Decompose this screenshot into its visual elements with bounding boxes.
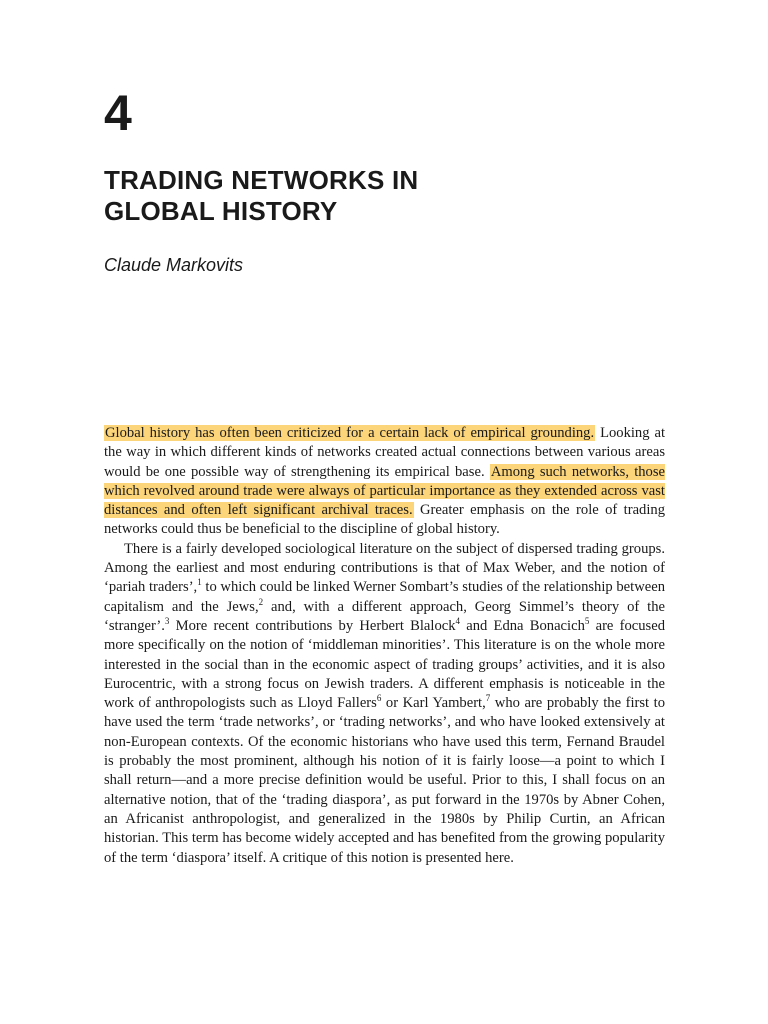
paragraph-2-text: who are probably the first to have used the term ‘trade networks’, or ‘trading networks’, and who have looked extensively at non-European contexts. Of the economic historians who have used this term, Fernand Braudel is probably the most prominent, although his notion of it is fairly loose—a point to which I shall return—and a more precise definition would be useful. Prior to this, I shall focus on an alternative notion, that of the ‘trading diaspora’, as put forward in the 1970s by Abner Cohen, an Africanist anthropologist, and generalized in the 1980s by Philip Curtin, an African historian. This term has become widely accepted and has benefited from the growing popularity of the term ‘diaspora’ itself. A critique of this notion is presented here. (104, 695, 665, 866)
paragraph-1-text-2: Greater emphasis on the role of trading networks could thus be beneficial to the discipline of global history. (104, 502, 665, 538)
chapter-title (104, 165, 624, 227)
paragraph-1 (104, 424, 665, 540)
footnote-ref-5[interactable]: 5 (584, 616, 590, 627)
paragraph-2 (104, 540, 665, 868)
chapter-body (104, 424, 665, 868)
paragraph-2-text: There is a fairly developed sociological literature on the subject of dispersed trading groups. Among the earliest and most enduring contributions is that of Max Weber, and the notion of ‘pariah traders’, (104, 540, 665, 596)
paragraph-2-text: to which could be linked Werner Sombart’s studies of the relationship between capitalism and the Jews, (104, 579, 665, 615)
highlight-2[interactable]: Among such networks, those which revolved around trade were always of particular importance as they extended across vast distances and often left significant archival traces. (104, 463, 665, 519)
footnote-ref-2[interactable]: 2 (258, 596, 264, 607)
paragraph-1-text-1: Looking at the way in which different kinds of networks created actual connections between various areas would be one possible way of strengthening its empirical base. (104, 425, 665, 480)
paragraph-2-text: and, with a different approach, Georg Simmel’s theory of the ‘stranger’. (104, 598, 665, 634)
paragraph-2-text: are focused more specifically on the notion of ‘middleman minorities’. This literature is on the whole more interested in the social than in the economic aspect of trading groups’ activities, and it is also Eurocentric, with a strong focus on Jewish traders. A different emphasis is noticeable in the work of anthropologists such as Lloyd Fallers (104, 617, 666, 712)
footnote-ref-6[interactable]: 6 (376, 693, 382, 704)
chapter-number: 4 (104, 85, 132, 141)
chapter-author: Claude Markovits (104, 255, 244, 275)
footnote-ref-7[interactable]: 7 (485, 693, 491, 704)
footnote-ref-1[interactable]: 1 (197, 577, 202, 588)
footnote-ref-3[interactable]: 3 (164, 616, 170, 627)
footnote-ref-4[interactable]: 4 (455, 616, 461, 627)
paragraph-2-text: and Edna Bonacich (460, 617, 585, 634)
paragraph-2-text: or Karl Yambert, (381, 695, 486, 712)
chapter-title-line-1: TRADING NETWORKS IN (104, 165, 419, 195)
highlight-1[interactable]: Global history has often been criticized for a certain lack of empirical grounding. (105, 425, 595, 441)
chapter-title-line-2: GLOBAL HISTORY (104, 196, 338, 226)
paragraph-2-text: More recent contributions by Herbert Blalock (169, 617, 456, 634)
